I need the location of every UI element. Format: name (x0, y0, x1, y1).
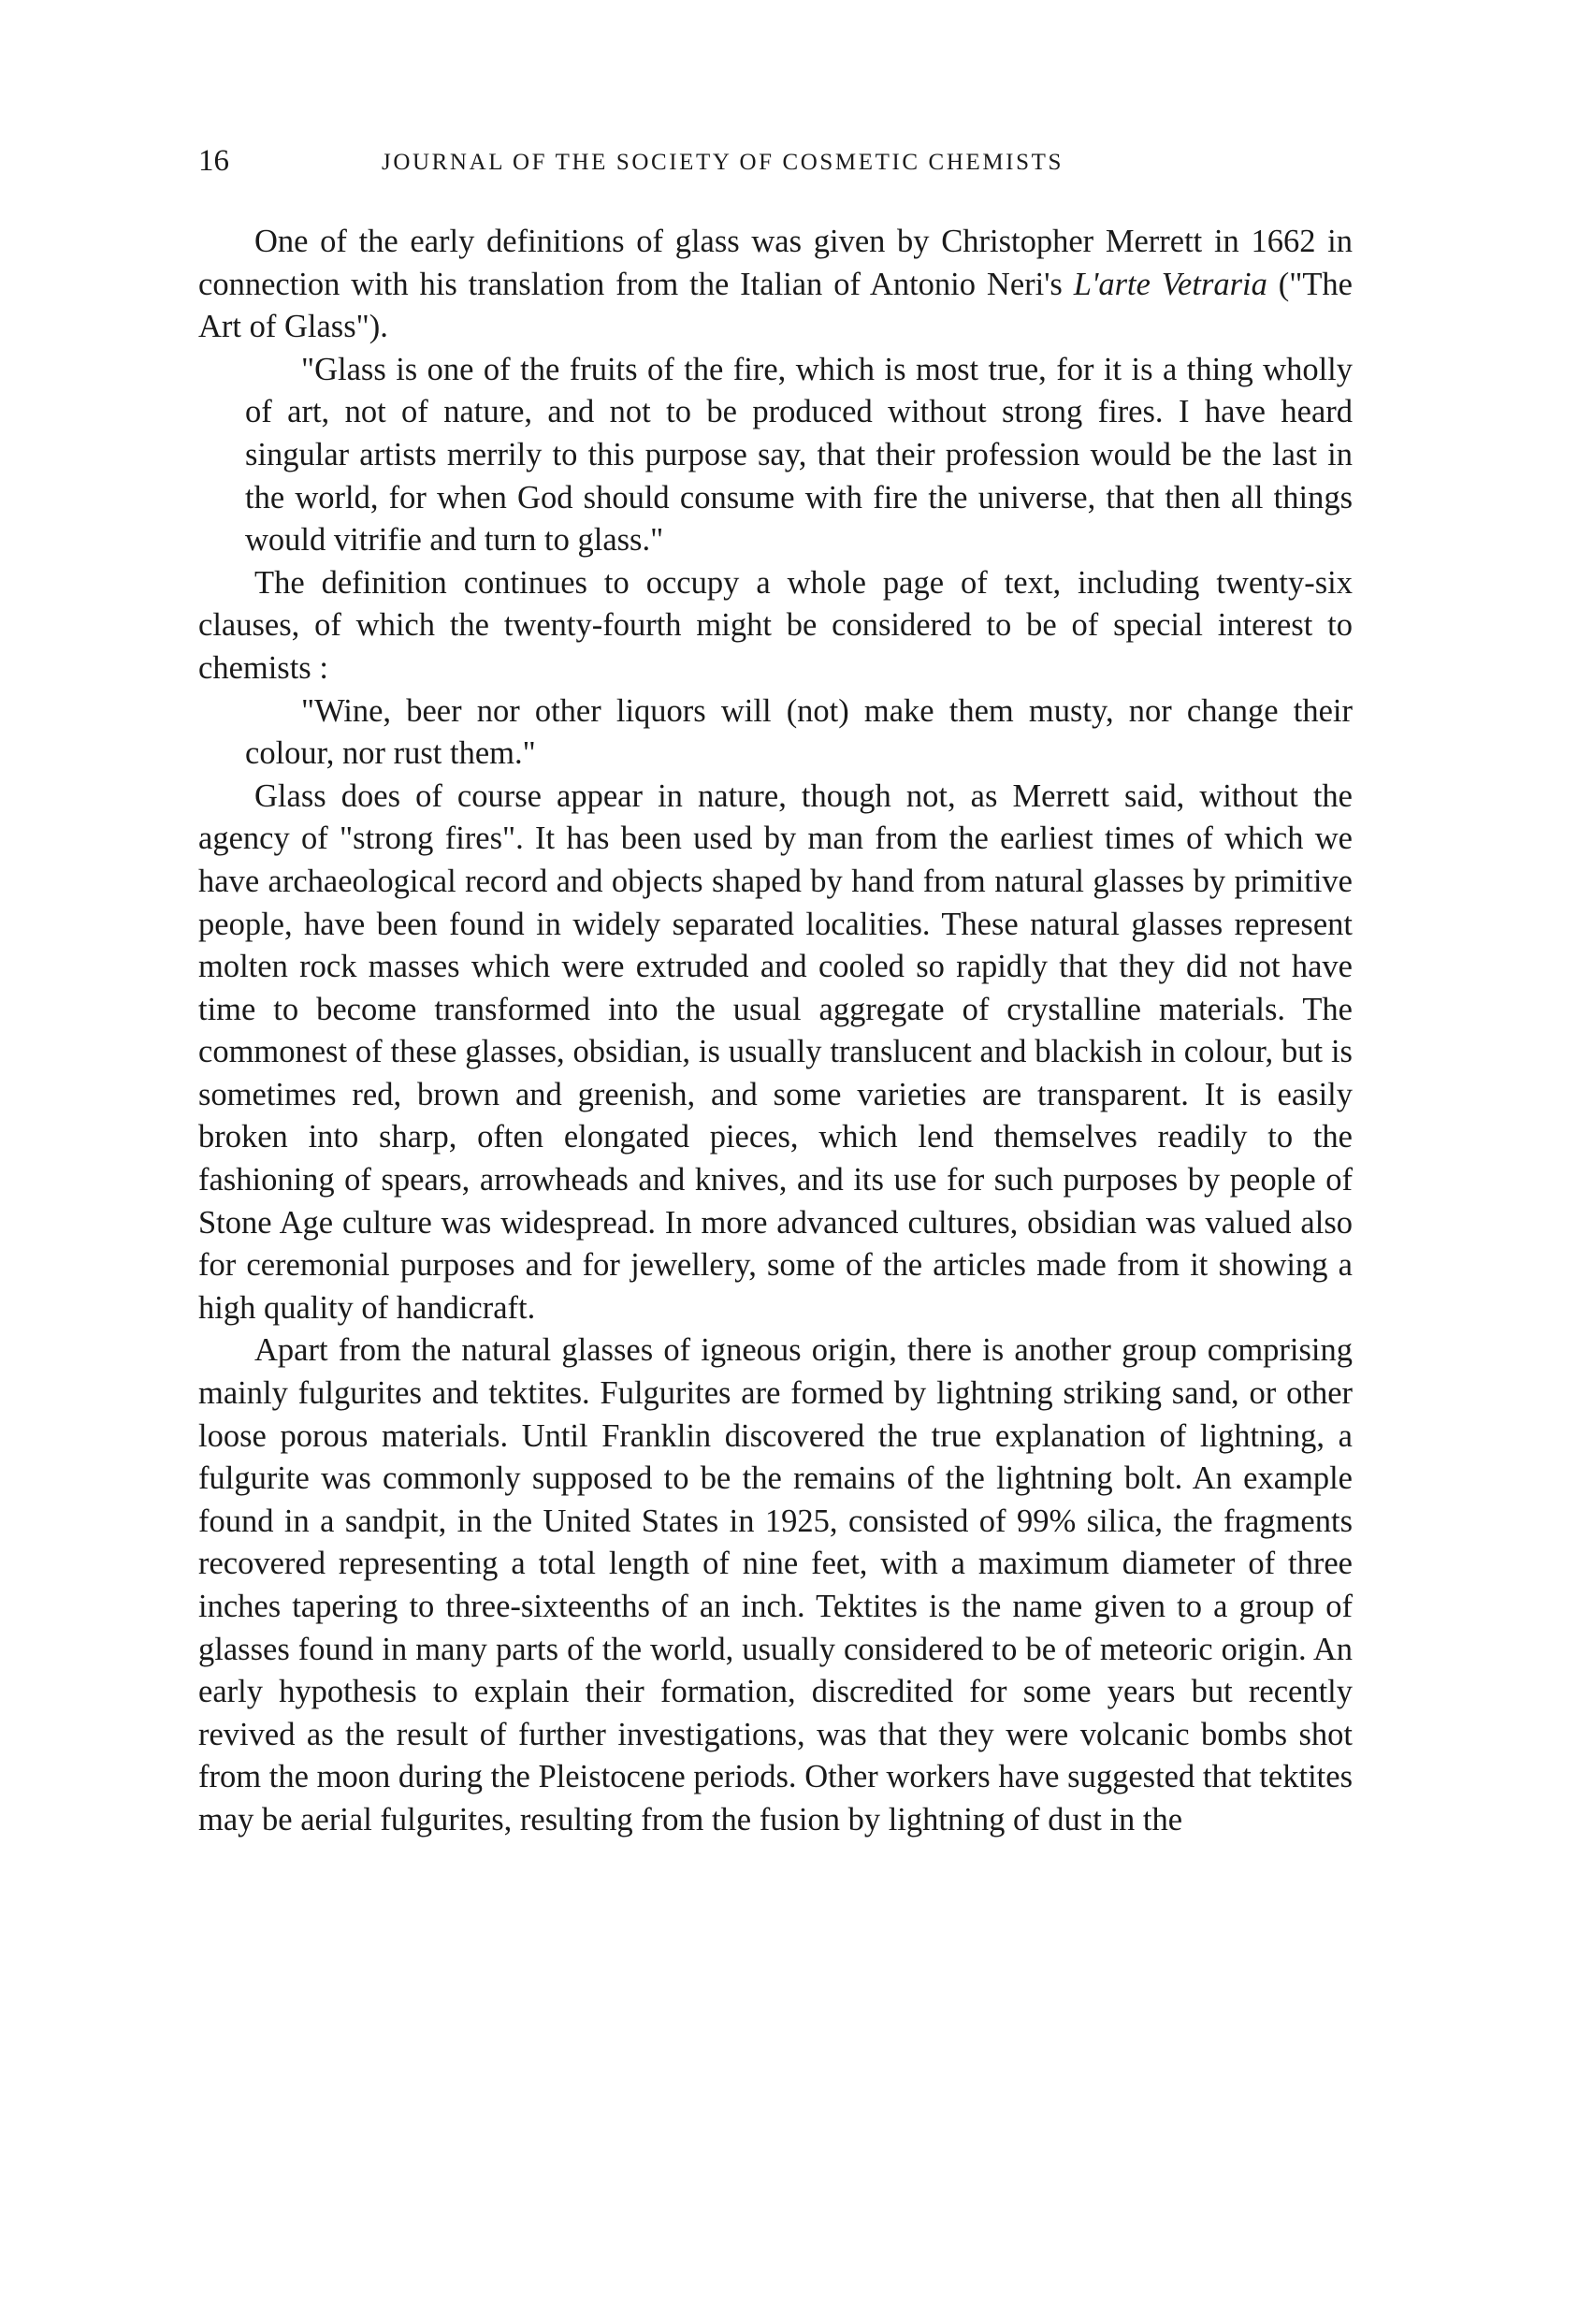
page-number: 16 (198, 144, 229, 178)
paragraph-fulgurites-tektites: Apart from the natural glasses of igneous origin, there is another group comprising mainly fulgurites and tektites. Fulgurites are formed by lightning striking sand, or other loose porous materials. Until Franklin discovered the true explanation of lightning, a fulgurite was commonly supposed to be the remains of the lightning bolt. An example found in a sandpit, in the United States in 1925, consisted of 99% silica, the fragments recovered representing a total length of nine feet, with a maximum diameter of three inches tapering to three-sixteenths of an inch. Tektites is the name given to a group of glasses found in many parts of the world, usually considered to be of meteoric origin. An early hypothesis to explain their formation, discredited for some years but recently revived as the result of further investigations, was that they were volcanic bombs shot from the moon during the Pleistocene periods. Other workers have suggested that tektites may be aerial fulgurites, resulting from the fusion by lightning of dust in the (198, 1332, 1353, 1837)
paragraph-text: One of the early definitions of glass was given by Christopher Merrett in 1662 in connection with his translation from the Italian of Antonio Neri's (198, 224, 1353, 302)
merrett-quotation: "Glass is one of the fruits of the fire, which is most true, for it is a thing wholly of art, not of nature, and not to be produced without strong fires. I have heard singular artists merrily to this purpose say, that their profession would be the last in the world, for when God should consume with fire the universe, that then all things would vitrifie and turn to glass." (245, 351, 1353, 559)
running-head (198, 140, 1353, 182)
clause-quotation: "Wine, beer nor other liquors will (not) make them musty, nor change their colour, nor rust them." (245, 692, 1353, 772)
paragraph-text-tail: ("The Art of Glass"). (198, 266, 1353, 345)
journal-title: JOURNAL OF THE SOCIETY OF COSMETIC CHEMISTS (382, 150, 1064, 175)
paragraph-natural-glass: Glass does of course appear in nature, though not, as Merrett said, without the agency of "strong fires". It has been used by man from the earliest times of which we have archaeological record and objects shaped by hand from natural glasses by primitive people, have been found in widely separated localities. These natural glasses represent molten rock masses which were extruded and cooled so rapidly that they did not have time to become transformed into the usual aggregate of crystalline materials. The commonest of these glasses, obsidian, is usually translucent and blackish in colour, but is sometimes red, brown and greenish, and some varieties are transparent. It is easily broken into sharp, often elongated pieces, which lend themselves readily to the fashioning of spears, arrowheads and knives, and its use for such purposes by people of Stone Age culture was widespread. In more advanced cultures, obsidian was valued also for ceremonial purposes and for jewellery, some of the articles made from it showing a high quality of handicraft. (198, 777, 1353, 1326)
article-body (198, 221, 1353, 1842)
paragraph-definition-clauses: The definition continues to occupy a whole page of text, including twenty-six clauses, of which the twenty-fourth might be considered to be of special interest to chemists : (198, 564, 1353, 686)
book-title: L'arte Vetraria (1073, 266, 1267, 302)
paragraph-glass-definition (198, 221, 1353, 349)
